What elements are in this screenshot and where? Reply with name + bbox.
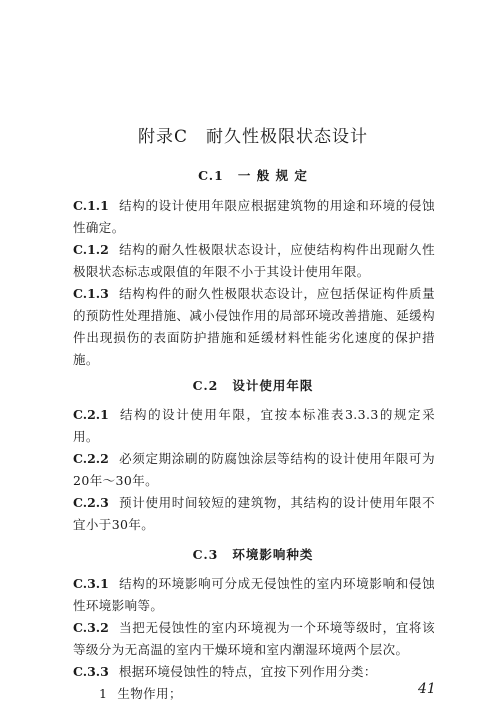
page-number: 41 [418,681,436,697]
section-title: 设计使用年限 [232,378,314,393]
section-heading-c1 [73,166,433,184]
clause-number: C.3.1 [73,576,109,591]
clause-c-3-2 [73,617,435,661]
list-item [99,683,182,705]
section-heading-c3 [73,545,433,563]
clause-number: C.1.3 [73,286,109,301]
clause-c-2-1 [73,404,435,448]
clause-text: 必须定期涂刷的防腐蚀涂层等结构的设计使用年限可为20年～30年。 [73,451,435,488]
clause-number: C.1.2 [73,242,109,257]
clause-text: 结构的环境影响可分成无侵蚀性的室内环境影响和侵蚀性环境影响等。 [73,576,435,613]
section-number: C.1 [198,168,224,183]
clause-text: 结构的设计使用年限，宜按本标准表3.3.3的规定采用。 [73,407,435,444]
section-heading-c2 [73,376,433,394]
clause-number: C.1.1 [73,198,109,213]
clause-c-3-1 [73,573,435,617]
clause-number: C.2.3 [73,495,109,510]
clause-c-2-2 [73,448,435,492]
clause-text: 预计使用时间较短的建筑物，其结构的设计使用年限不宜小于30年。 [73,495,435,532]
clause-c-2-3 [73,492,435,536]
item-number: 1 [99,686,108,701]
clause-number: C.2.1 [73,407,109,422]
section-number: C.2 [192,378,219,393]
section-number: C.3 [192,547,219,562]
clause-c-1-2 [73,239,435,283]
clause-c-1-1 [73,195,435,239]
clause-c-1-3 [73,283,435,371]
clause-number: C.3.3 [73,664,109,679]
clause-number: C.2.2 [73,451,109,466]
section-title: 一 般 规 定 [237,168,308,183]
clause-text: 结构的设计使用年限应根据建筑物的用途和环境的侵蚀性确定。 [73,198,435,235]
clause-text: 根据环境侵蚀性的特点，宜按下列作用分类： [118,664,377,679]
clause-text: 结构构件的耐久性极限状态设计，应包括保证构件质量的预防性处理措施、减小侵蚀作用的局部环境改善措施、延缓构件出现损伤的表面防护措施和延缓材料性能劣化速度的保护措施。 [73,286,435,367]
appendix-title: 附录C 耐久性极限状态设计 [137,127,368,147]
clause-text: 当把无侵蚀性的室内环境视为一个环境等级时，宜将该等级分为无高温的室内干燥环境和室内潮湿环境两个层次。 [73,620,435,657]
item-text: 生物作用； [117,686,182,701]
section-title: 环境影响种类 [232,547,314,562]
clause-number: C.3.2 [73,620,109,635]
clause-c-3-3 [73,661,435,683]
clause-text: 结构的耐久性极限状态设计，应使结构构件出现耐久性极限状态标志或限值的年限不小于其设计使用年限。 [73,242,435,279]
